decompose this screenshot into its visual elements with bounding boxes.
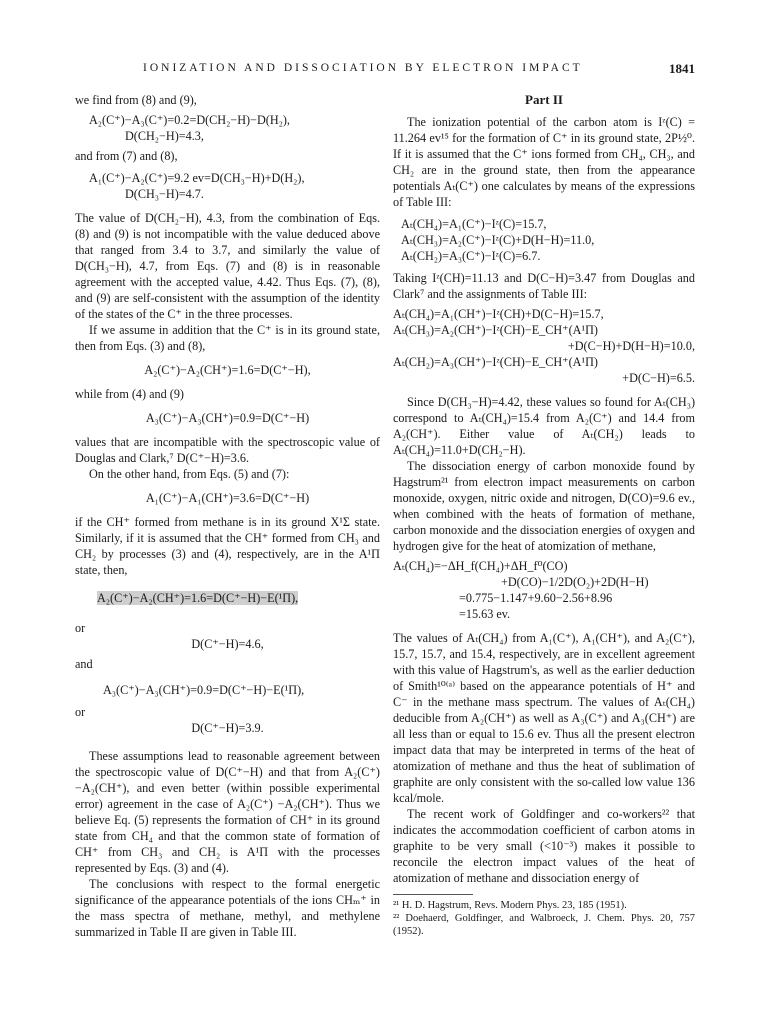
equation: =0.775−1.147+9.60−2.56+8.96	[459, 591, 613, 605]
paragraph: Taking Iᶻ(CH)=11.13 and D(C−H)=3.47 from Douglas and Clark⁷ and the assignments of Table III:	[393, 271, 695, 301]
equation: =15.63 ev.	[459, 607, 511, 621]
page-number: 1841	[669, 61, 695, 76]
text-line: or	[75, 621, 86, 635]
paragraph: These assumptions lead to reasonable agreement between the spectroscopic value of D(C⁺−H) and that from A₂(C⁺)−A₂(CH⁺), and even better (within possible experimental error) agreement in the case of A₂(C⁺) −A₂(CH⁺). Thus we believe Eq. (5) represents the formation of CH⁺ in its ground state from CH₄ and that the common state of formation of CH⁺ from CH₃ and CH₂ is A¹Π with the processes represented by Eqs. (3) and (4).	[75, 749, 380, 875]
section-heading: Part II	[525, 92, 563, 107]
equation: +D(CO)−1/2D(O₂)+2D(H−H)	[501, 575, 649, 589]
paragraph: The ionization potential of the carbon atom is Iᶻ(C) = 11.264 ev¹⁵ for the formation of C⁺ in its ground state, 2P½⁰. If it is assumed that the C⁺ ions formed from CH₄, CH₃, and CH₂ are in the ground state, then from the appearance potentials Aₜ(C⁺) one calculates by means of the expressions of Table III:	[393, 115, 695, 209]
equation: Aₜ(CH₂)=A₃(CH⁺)−Iᶻ(CH)−E_CH⁺(A¹Π)	[393, 355, 598, 369]
text-line: or	[75, 705, 86, 719]
text-line: On the other hand, from Eqs. (5) and (7):	[89, 467, 290, 481]
right-column	[393, 92, 695, 938]
paragraph: If we assume in addition that the C⁺ is in its ground state, then from Eqs. (3) and (8),	[75, 323, 380, 353]
equation: Aₜ(CH₄)=A₁(CH⁺)−Iᶻ(CH)+D(C−H)=15.7,	[393, 307, 604, 321]
text-line: and from (7) and (8),	[75, 149, 178, 163]
paragraph: The dissociation energy of carbon monoxide found by Hagstrum²¹ from electron impact measurements on carbon monoxide, oxygen, nitric oxide and nitrogen, D(CO)=9.6 ev., when combined with the heats of formation of methane, carbon monoxide and the dissociation energies of oxygen and hydrogen give for the heat of atomization of methane,	[393, 459, 695, 553]
paragraph: if the CH⁺ formed from methane is in its ground X¹Σ state. Similarly, if it is assumed that the CH⁺ formed from CH₃ and CH₂ by processes (3) and (4), respectively, are in the A¹Π state, then,	[75, 515, 380, 577]
equation: Aₜ(CH₃)=A₂(CH⁺)−Iᶻ(CH)−E_CH⁺(A¹Π)	[393, 323, 598, 337]
equation: Aₜ(CH₄)=−ΔH_f(CH₄)+ΔH_f⁰(CO)	[393, 559, 568, 573]
paragraph: Since D(CH₃−H)=4.42, these values so found for Aₜ(CH₃) correspond to Aₜ(CH₄)=15.4 from A₂(C⁺) and 14.4 from A₂(CH⁺). Either value of Aₜ(CH₂) leads to Aₜ(CH₄)=11.0+D(CH₂−H).	[393, 395, 695, 457]
equation: D(C⁺−H)=4.6,	[191, 637, 264, 651]
equation: D(C⁺−H)=3.9.	[191, 721, 264, 735]
equation: A₂(C⁺)−A₂(CH⁺)=1.6=D(C⁺−H),	[144, 363, 311, 377]
equation: D(CH₂−H)=4.3,	[125, 129, 204, 143]
equation: A₃(C⁺)−A₃(CH⁺)=0.9=D(C⁺−H)−E(¹Π),	[103, 683, 305, 697]
paragraph: The values of Aₜ(CH₄) from A₁(C⁺), A₁(CH⁺), and A₂(C⁺), 15.7, 15.7, and 15.4, respectively, are in excellent agreement with this value of Hagstrum's, as well as the earlier deduction of Smith¹⁰⁽ᵃ⁾ based on the appearance potentials of H⁺ and C⁻ in the methane mass spectrum. The values of Aₜ(CH₄) deducible from A₂(CH⁺) as well as A₃(C⁺) and A₃(CH⁺) are all less than or equal to 15.6 ev. Thus all the present electron impact data that may be interpreted in terms of the heat of atomization of methane and thus the heat of sublimation of graphite are only consistent with the so-called low value 136 kcal/mole.	[393, 631, 695, 805]
paragraph: The value of D(CH₂−H), 4.3, from the combination of Eqs. (8) and (9) is not incompatible with the value deduced above that ranged from 3.4 to 3.7, and similarly the value of D(CH₃−H), 4.7, from Eqs. (7) and (8) is in reasonable agreement with the accepted value, 4.42. Thus Eqs. (7), (8), and (9) are self-consistent with the assumption of the identity of the states of the C⁺ in the three processes.	[75, 211, 380, 321]
footnote: ²¹ H. D. Hagstrum, Revs. Modern Phys. 23, 185 (1951).	[393, 900, 627, 911]
equation: A₃(C⁺)−A₃(CH⁺)=0.9=D(C⁺−H)	[145, 411, 310, 425]
equation: A₂(C⁺)−A₃(C⁺)=0.2=D(CH₂−H)−D(H₂),	[89, 113, 290, 127]
equation: Aₜ(CH₂)=A₃(C⁺)−Iᶻ(C)=6.7.	[401, 249, 541, 263]
text-line: while from (4) and (9)	[75, 387, 184, 401]
footnote: ²² Doehaerd, Goldfinger, and Walbroeck, J. Chem. Phys. 20, 757 (1952).	[393, 913, 695, 937]
paragraph: The conclusions with respect to the formal energetic significance of the appearance potentials of the ions CHₘ⁺ in the mass spectra of methane, methyl, and methylene summarized in Table II are given in Table III.	[75, 877, 380, 939]
running-title: IONIZATION AND DISSOCIATION BY ELECTRON IMPACT	[143, 62, 583, 74]
equation-highlighted	[75, 590, 380, 606]
paragraph: The recent work of Goldfinger and co-workers²² that indicates the accommodation coefficient of carbon atoms in graphite to be very small (<10⁻³) makes it possible to reconcile the electron impact values of the heat of atomization of methane and dissociation energy of	[393, 807, 695, 885]
footnote-rule	[393, 894, 473, 895]
text-line: we find from (8) and (9),	[75, 93, 197, 107]
equation: D(CH₃−H)=4.7.	[125, 187, 204, 201]
equation: Aₜ(CH₄)=A₁(C⁺)−Iᶻ(C)=15.7,	[401, 217, 547, 231]
paragraph: values that are incompatible with the spectroscopic value of Douglas and Clark,⁷ D(C⁺−H)=3.6.	[75, 435, 380, 465]
equation: A₁(C⁺)−A₂(C⁺)=9.2 ev=D(CH₃−H)+D(H₂),	[89, 171, 305, 185]
equation: Aₜ(CH₃)=A₂(C⁺)−Iᶻ(C)+D(H−H)=11.0,	[401, 233, 595, 247]
equation: +D(C−H)=6.5.	[622, 371, 695, 385]
left-column	[75, 92, 380, 940]
highlight: A₂(C⁺)−A₂(CH⁺)=1.6=D(C⁺−H)−E(¹Π),	[97, 591, 299, 605]
running-header	[75, 62, 695, 80]
text-line: and	[75, 657, 93, 671]
equation: A₁(C⁺)−A₁(CH⁺)=3.6=D(C⁺−H)	[145, 491, 310, 505]
equation: +D(C−H)+D(H−H)=10.0,	[567, 339, 695, 353]
